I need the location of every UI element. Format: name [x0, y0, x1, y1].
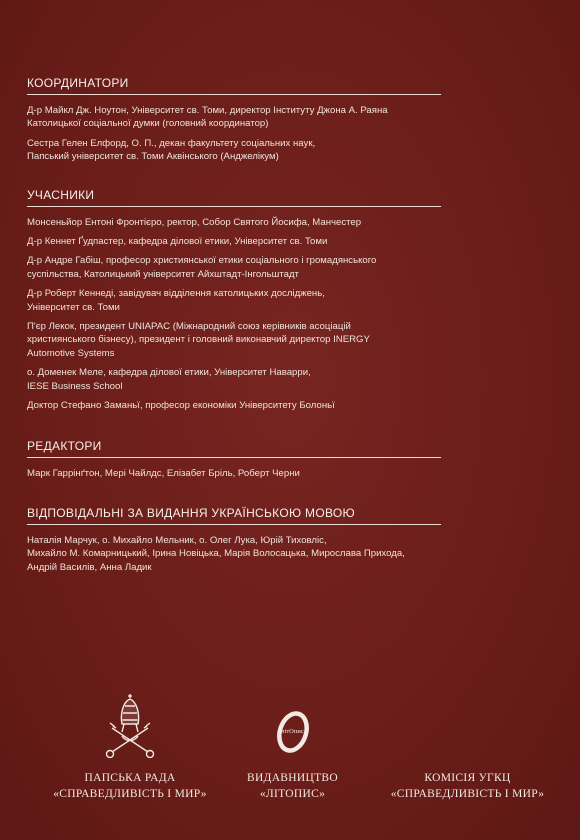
section-title-editors: РЕДАКТОРИ	[27, 439, 441, 458]
entry-line: IESE Business School	[27, 380, 123, 392]
participant-entry	[27, 216, 441, 229]
entry-line: П'єр Лекок, президент UNIAPAC (Міжнародний союз керівників асоціацій	[27, 321, 351, 333]
participant-entry	[27, 235, 441, 248]
logo-caption-line1: ВИДАВНИЦТВО	[246, 772, 338, 784]
editors-entry	[27, 467, 441, 480]
entry-line: Д-р Роберт Кеннеді, завідувач відділення католицьких досліджень,	[27, 288, 325, 300]
papal-tiara-keys-icon	[100, 690, 160, 758]
entry-line: Сестра Гелен Елфорд, О. П., декан факультету соціальних наук,	[27, 137, 316, 149]
entry-line: Д-р Майкл Дж. Ноутон, Університет св. Томи, директор Інституту Джона А. Раяна	[27, 105, 388, 116]
entry-line: Марк Гаррінґтон, Мері Чайлдс, Елізабет Бріль, Роберт Черни	[27, 467, 300, 479]
logo-pontifical-council	[45, 690, 215, 802]
logo-caption-line2: «ЛІТОПИС»	[259, 788, 326, 800]
litopys-o-icon	[263, 708, 323, 758]
section-participants	[27, 188, 441, 413]
section-title-coordinators: КООРДИНАТОРИ	[27, 76, 441, 95]
ukrainian-edition-entry	[27, 534, 441, 574]
publisher-logos	[0, 690, 580, 820]
coordinators-list	[27, 95, 441, 164]
entry-line: Д-р Андре Габіш, професор християнської етики соціального і громадянського	[27, 255, 377, 267]
coordinator-entry	[27, 104, 441, 131]
entry-line: суспільства, Католицький університет Айхштадт-Інгольштадт	[27, 268, 299, 280]
entry-line: о. Доменек Меле, кафедра ділової етики, Університет Наварри,	[27, 367, 311, 379]
logo-caption-line1: КОМІСІЯ УГКЦ	[424, 772, 511, 784]
credits-block	[27, 76, 441, 574]
participant-entry	[27, 287, 441, 314]
entry-line: Андрій Василів, Анна Ладик	[27, 561, 152, 573]
entry-line: Доктор Стефано Заманьї, професор економіки Університету Болоньї	[27, 400, 335, 412]
coordinator-entry	[27, 137, 441, 164]
section-coordinators	[27, 76, 441, 164]
litopys-emblem-text: літОпис	[281, 728, 304, 735]
participant-entry	[27, 320, 441, 360]
editors-list	[27, 458, 441, 480]
entry-line: Наталія Марчук, о. Михайло Мельник, о. Олег Лука, Юрій Тиховліс,	[27, 534, 327, 546]
entry-line: Монсеньйор Ентоні Фронтієро, ректор, Собор Святого Йосифа, Манчестер	[27, 216, 362, 228]
participant-entry	[27, 366, 441, 393]
entry-line: Папський університет св. Томи Аквінського (Анджелікум)	[27, 151, 279, 163]
participant-entry	[27, 254, 441, 281]
logo-caption-line1: ПАПСЬКА РАДА	[84, 772, 176, 784]
participant-entry	[27, 399, 441, 412]
ukrainian-edition-list	[27, 525, 441, 574]
entry-line: Михайло М. Комарницький, Ірина Новіцька, Марія Волосацька, Мирослава Прихода,	[27, 548, 405, 560]
entry-line: Католицької соціальної думки (головний координатор)	[27, 118, 269, 130]
section-editors	[27, 439, 441, 480]
logo-caption-line2: «СПРАВЕДЛИВІСТЬ І МИР»	[53, 788, 207, 800]
section-title-participants: УЧАСНИКИ	[27, 188, 441, 207]
logo-litopys-publisher	[225, 708, 360, 802]
entry-line: Д-р Кеннет Ґудпастер, кафедра ділової етики, Університет св. Томи	[27, 236, 328, 248]
entry-line: Університет св. Томи	[27, 301, 120, 313]
entry-line: християнського бізнесу), президент і головний виконавчий директор INERGY	[27, 334, 370, 346]
entry-line: Automotive Systems	[27, 347, 115, 359]
logo-ugcc-commission	[380, 770, 555, 802]
logo-caption-line2: «СПРАВЕДЛИВІСТЬ І МИР»	[390, 788, 545, 800]
section-title-ukrainian-edition: ВІДПОВІДАЛЬНІ ЗА ВИДАННЯ УКРАЇНСЬКОЮ МОВОЮ	[27, 506, 441, 525]
section-ukrainian-edition	[27, 506, 441, 574]
participants-list	[27, 207, 441, 413]
